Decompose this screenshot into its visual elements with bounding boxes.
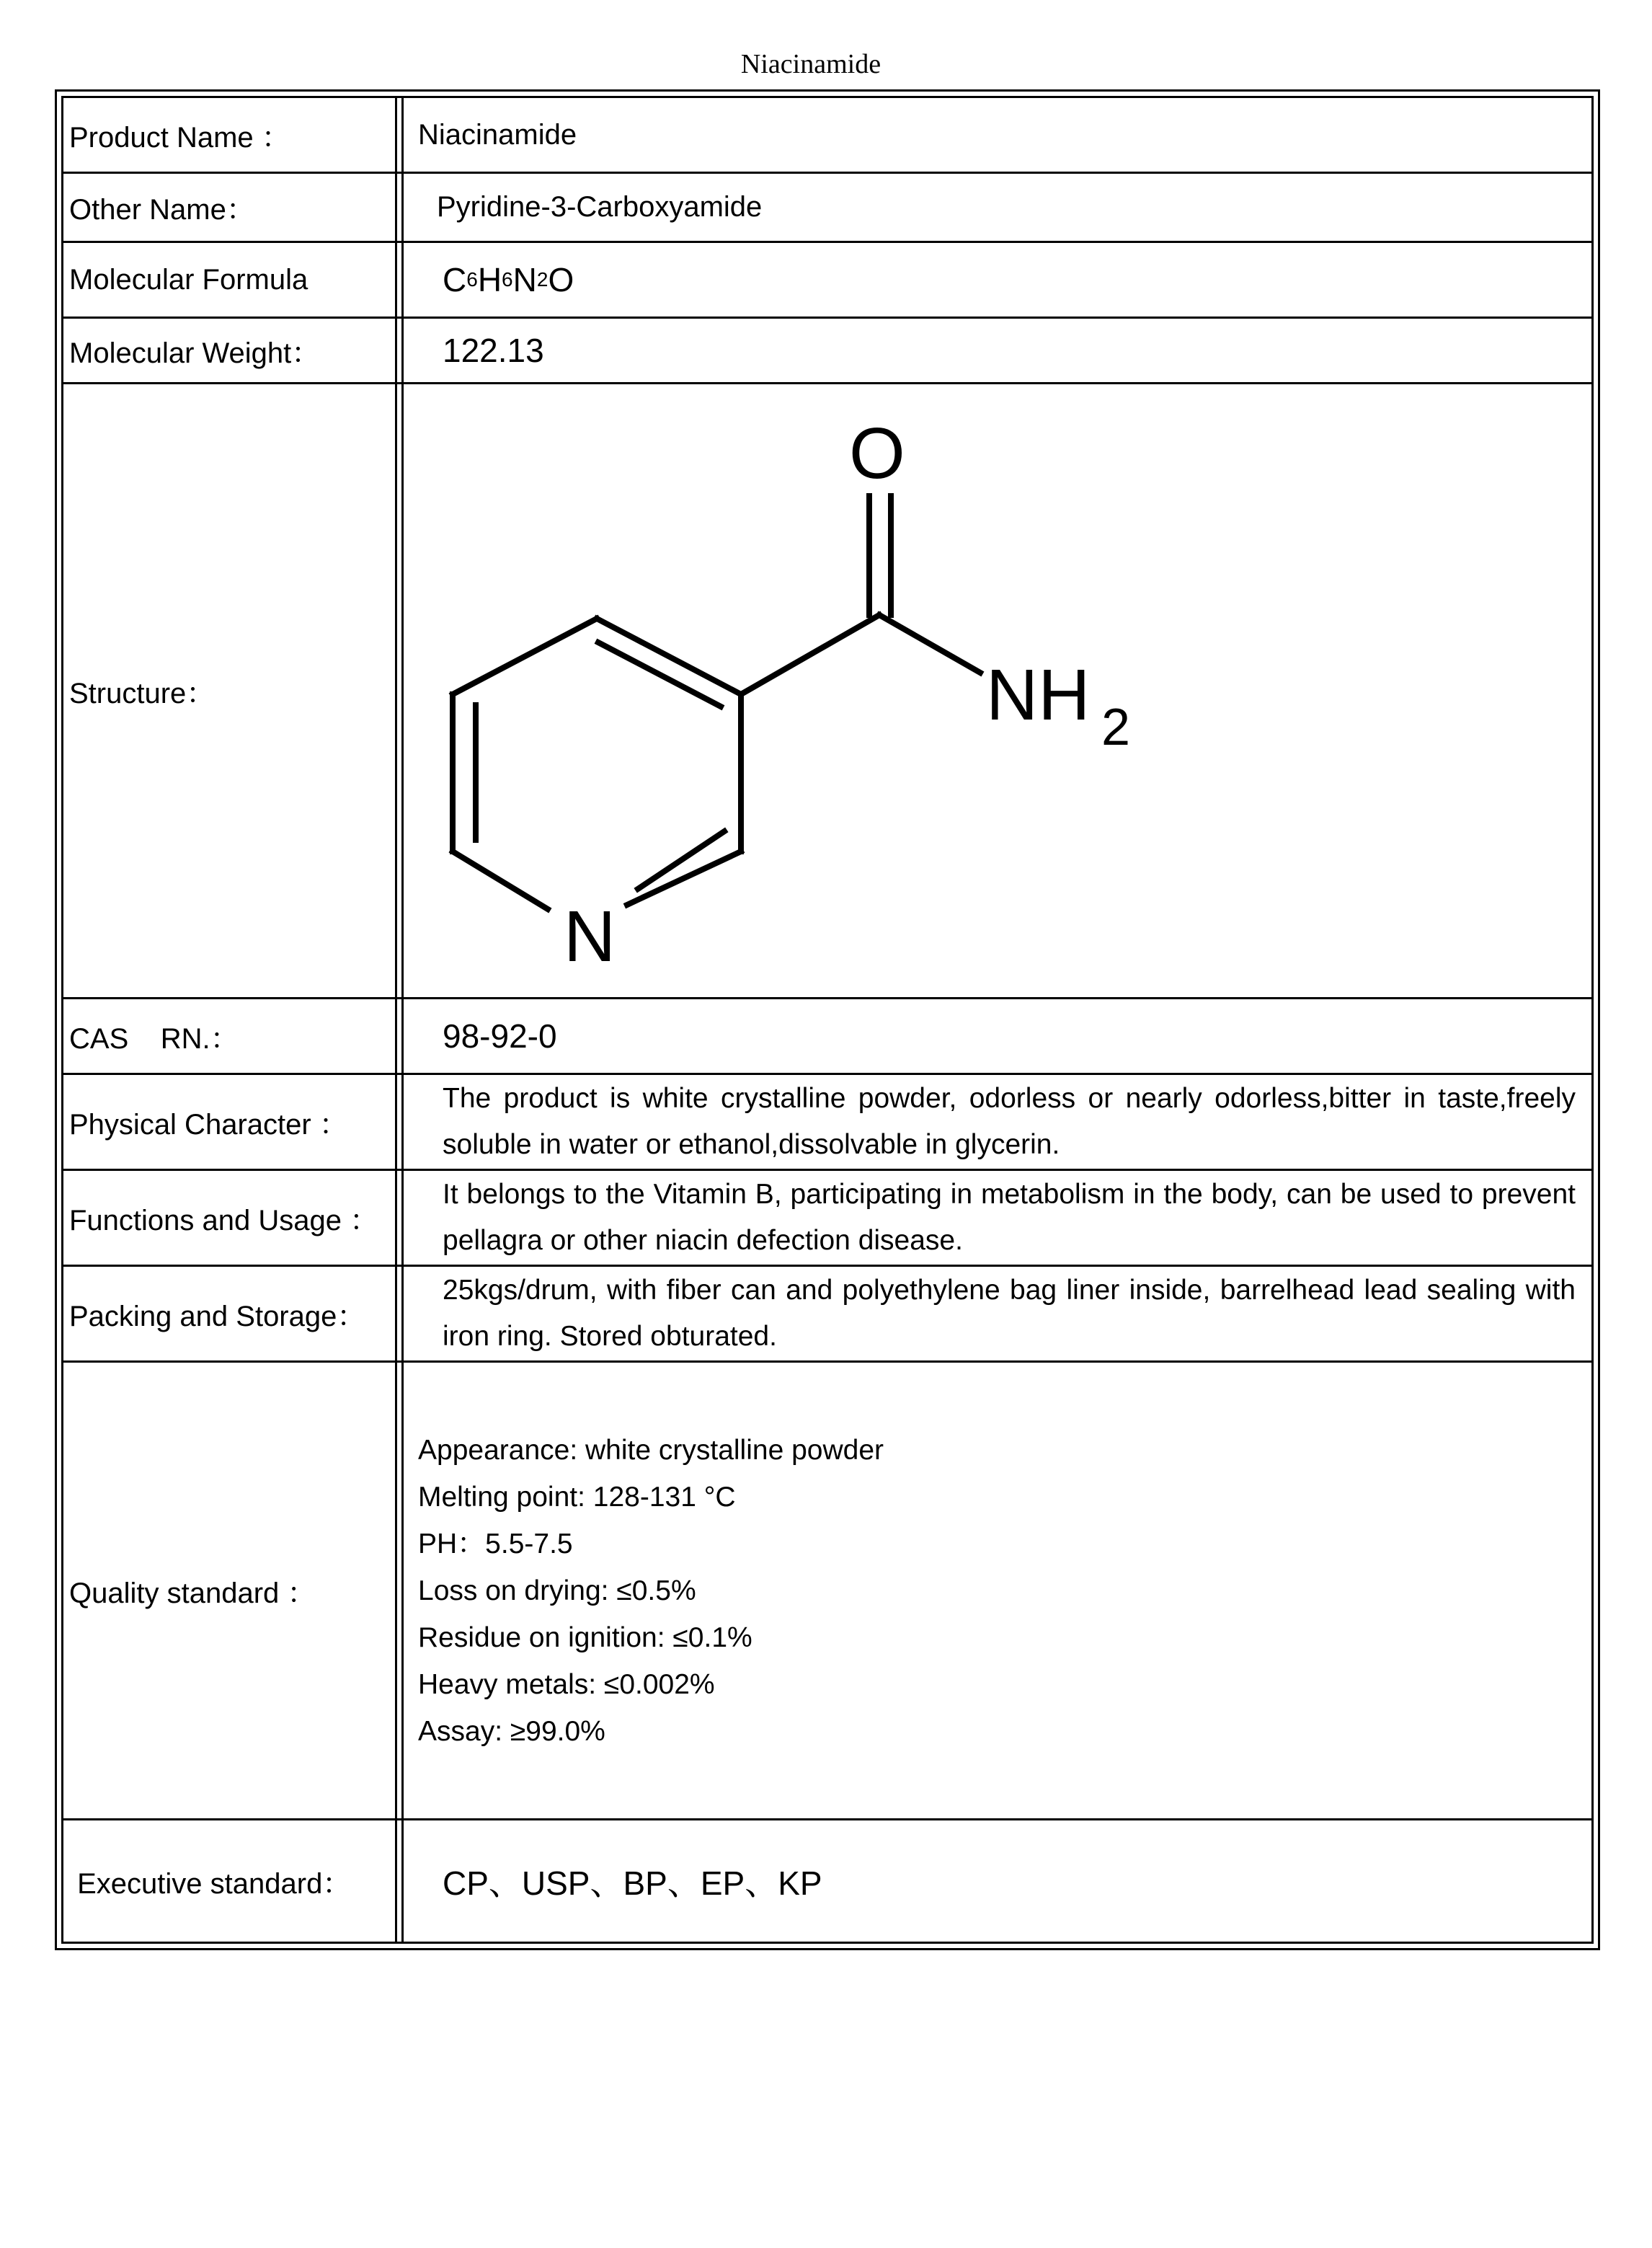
product-name-label: Product Name ：: [61, 98, 397, 172]
row-executive-standard: [61, 1818, 1594, 1944]
bond-ring-to-carbonyl: [741, 615, 879, 694]
formula-subscript-h: 6: [502, 268, 513, 291]
amine-atom-label: NH: [986, 655, 1091, 735]
row-packing-storage: [61, 1265, 1594, 1360]
cas-rn-label: CAS RN.：: [61, 999, 397, 1073]
formula-subscript-c: 6: [466, 268, 478, 291]
executive-standard-value: CP、USP、BP、EP、KP: [401, 1820, 1594, 1942]
physical-character-label: Physical Character ：: [61, 1075, 397, 1169]
row-quality-standard: [61, 1360, 1594, 1818]
molecular-formula-label: Molecular Formula: [61, 243, 397, 317]
product-name-value: Niacinamide: [401, 98, 1594, 172]
functions-usage-value: It belongs to the Vitamin B, participating in metabolism in the body, can be used to prevent pellagra or other niacin defection disease.: [443, 1179, 1576, 1256]
row-physical-character: [61, 1073, 1594, 1169]
quality-item-assay: Assay: ≥99.0%: [418, 1715, 605, 1747]
ring-nitrogen-atom-label: N: [564, 896, 616, 977]
other-name-label: Other Name：: [61, 174, 397, 241]
physical-character-cell: [401, 1075, 1594, 1169]
ring-bond-bottom-left: [453, 851, 548, 909]
formula-element-c: C: [443, 261, 467, 298]
packing-storage-value: 25kgs/drum, with fiber can and polyethylene bag liner inside, barrelhead lead sealing with iron ring. Stored obturated.: [443, 1275, 1576, 1352]
executive-standard-label: Executive standard：: [61, 1820, 397, 1942]
formula-element-h: H: [477, 261, 502, 298]
row-product-name: [61, 96, 1594, 172]
structure-label: Structure：: [61, 384, 397, 997]
cas-rn-value: 98-92-0: [401, 999, 1594, 1073]
quality-standard-cell: [401, 1363, 1594, 1818]
row-functions-usage: [61, 1169, 1594, 1265]
formula-element-o: O: [548, 261, 574, 298]
physical-character-value: The product is white crystalline powder, odorless or nearly odorless,bitter in taste,freely soluble in water or ethanol,dissolvable in glycerin.: [443, 1083, 1576, 1160]
ring-bond-top-left: [453, 619, 597, 694]
document-title: Niacinamide: [740, 49, 881, 79]
functions-usage-cell: [401, 1171, 1594, 1265]
row-molecular-weight: [61, 317, 1594, 382]
oxygen-atom-label: O: [849, 413, 905, 494]
quality-standard-label: Quality standard ：: [61, 1363, 397, 1818]
quality-item-melting-point: Melting point: 128-131 °C: [418, 1481, 736, 1513]
quality-item-ph: PH：5.5-7.5: [418, 1528, 573, 1559]
formula-element-n: N: [512, 261, 537, 298]
functions-usage-label: Functions and Usage ：: [61, 1171, 397, 1265]
bond-carbonyl-to-amine: [879, 615, 980, 673]
packing-storage-label: Packing and Storage：: [61, 1267, 397, 1360]
row-other-name: [61, 172, 1594, 241]
other-name-value: Pyridine-3-Carboxyamide: [401, 174, 1594, 241]
molecular-weight-value: 122.13: [401, 319, 1594, 382]
quality-item-residue-on-ignition: Residue on ignition: ≤0.1%: [418, 1621, 752, 1653]
row-cas-rn: [61, 997, 1594, 1073]
amine-subscript-label: 2: [1101, 699, 1131, 756]
niacinamide-structure-diagram: [404, 384, 1586, 997]
row-molecular-formula: [61, 241, 1594, 317]
quality-item-loss-on-drying: Loss on drying: ≤0.5%: [418, 1575, 696, 1606]
quality-standard-list: [404, 1427, 884, 1755]
molecular-weight-label: Molecular Weight：: [61, 319, 397, 382]
quality-item-appearance: Appearance: white crystalline powder: [418, 1434, 884, 1466]
specification-table: [55, 89, 1600, 1950]
packing-storage-cell: [401, 1267, 1594, 1360]
row-structure: [61, 382, 1594, 997]
formula-subscript-n: 2: [536, 268, 549, 291]
molecular-formula-value: [401, 243, 1594, 317]
quality-item-heavy-metals: Heavy metals: ≤0.002%: [418, 1668, 715, 1700]
ring-bond-top-right: [597, 619, 741, 694]
structure-value: [401, 384, 1594, 997]
